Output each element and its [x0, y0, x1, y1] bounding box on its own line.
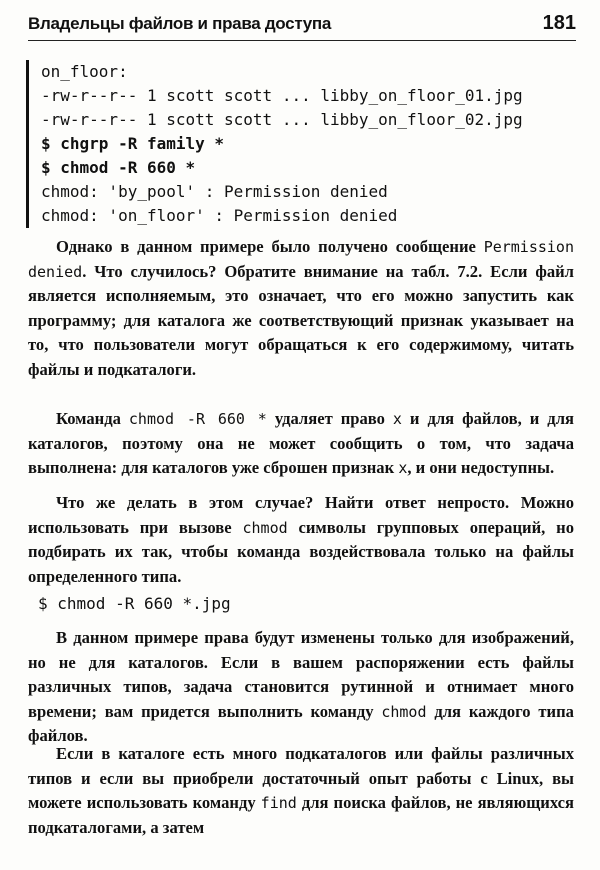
p5-code: find — [260, 794, 297, 813]
page-number: 181 — [542, 12, 576, 34]
p4-code: chmod — [381, 702, 427, 721]
p3-code: chmod — [242, 518, 288, 537]
p2-text-before: Команда — [56, 409, 129, 428]
example-command: $ chmod -R 660 *.jpg — [38, 594, 231, 613]
running-header — [28, 10, 576, 41]
p2-text-after: , и они недоступны. — [407, 458, 555, 478]
code-line-error-by-pool: chmod: 'by_pool' : Permission denied — [41, 182, 388, 201]
paragraph-permission-denied — [28, 235, 574, 383]
p3-text-after: символы групповых операций, но подбирать их так, чтобы команда воздействовала только на файлы определенного типа. — [28, 517, 574, 586]
p2-code-chmod: chmod -R 660 * — [128, 410, 267, 428]
p5-text-after: для поиска файлов, не являющихся подкаталогами, а затем — [28, 793, 574, 837]
p4-text-after: для каждого типа файлов. — [28, 701, 574, 746]
p2-code-x-second: x — [398, 459, 408, 478]
terminal-listing — [26, 60, 591, 228]
paragraph-chmod-explanation — [28, 407, 574, 481]
p4-text-before: В данном примере права будут изменены только для изображений, но не для каталогов. Если в вашем распоряжении есть файлы различных типов, задача становится рутинной и отнимает много времени; вам придется выполнить команду — [28, 628, 574, 721]
p2-code-x: x — [392, 410, 402, 428]
paragraph-find-command — [28, 742, 574, 840]
code-line-file-02: -rw-r--r-- 1 scott scott ... libby_on_floor_02.jpg — [41, 110, 523, 129]
p3-text-before: Что же делать в этом случае? Найти ответ непросто. Можно использовать при вызове — [28, 493, 574, 537]
p1-text-after: . Что случилось? Обратите внимание на табл. 7.2. Если файл является исполняемым, это означает, что его можно запустить как программу; для каталога же соответствующий признак указывает на то, что пользователи могут обращаться к его содержимому, читать файлы и подкаталоги. — [28, 261, 574, 379]
code-line-chmod-command: $ chmod -R 660 * — [41, 158, 196, 177]
p1-text-before: Однако в данном примере было получено сообщение — [56, 237, 484, 256]
p1-code: Permission denied — [28, 238, 574, 281]
paragraph-images-only — [28, 626, 574, 749]
code-line-chgrp-command: $ chgrp -R family * — [41, 134, 225, 153]
p5-text-before: Если в каталоге есть много подкаталогов или файлы различных типов и если вы приобрели достаточный опыт работы с Linux, вы можете использовать команду — [28, 744, 574, 813]
code-line-file-01: -rw-r--r-- 1 scott scott ... libby_on_floor_01.jpg — [41, 86, 523, 105]
code-line-directory: on_floor: — [41, 62, 128, 81]
code-line-error-on-floor: chmod: 'on_floor' : Permission denied — [41, 206, 398, 225]
p2-text-middle1: удаляет право — [266, 409, 393, 428]
paragraph-what-to-do — [28, 491, 574, 589]
p2-text-middle2: и для файлов, и для каталогов, поэтому она не может сообщить о том, что задача выполнена: для каталогов уже сброшен признак — [28, 409, 574, 478]
running-title: Владельцы файлов и права доступа — [28, 14, 332, 33]
